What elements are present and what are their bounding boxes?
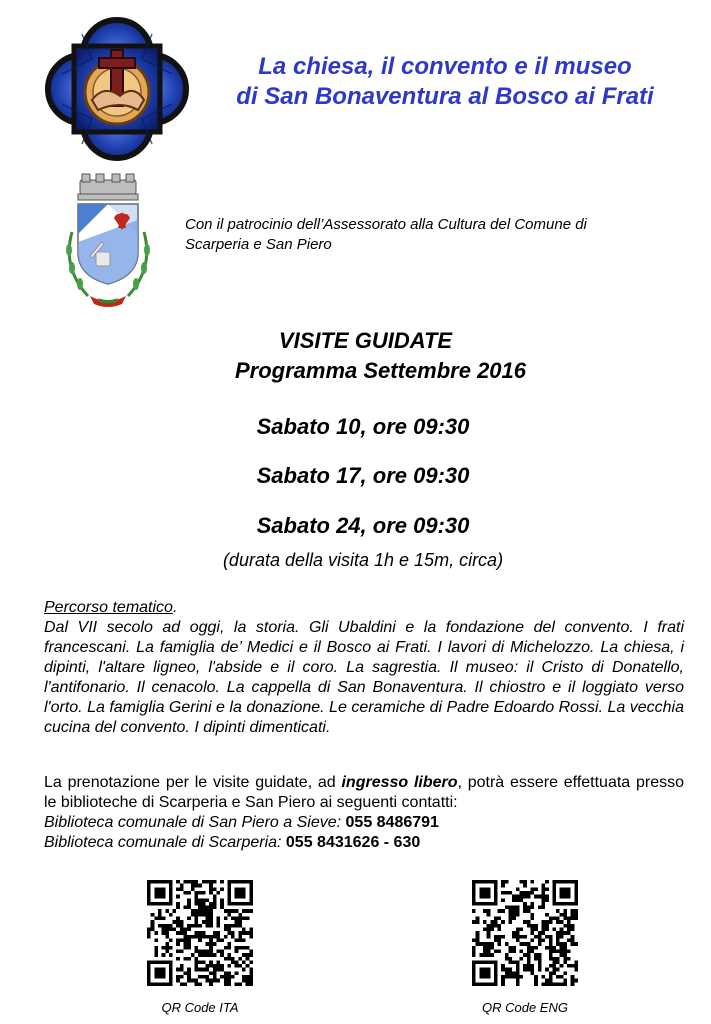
patronage-text (185, 215, 695, 255)
contact-name: Biblioteca comunale di San Piero a Sieve (44, 814, 337, 831)
contact-name: Biblioteca comunale di Scarperia (44, 834, 278, 851)
contact-phone: 055 8486791 (345, 814, 439, 831)
percorso-section (44, 598, 684, 738)
visit-date-1: Sabato 10, ore 09:30 (256, 414, 470, 439)
booking-intro (44, 773, 684, 813)
qr-label-eng: QR Code ENG (482, 1000, 568, 1015)
patronage-line-2: Scarperia e San Piero (185, 236, 332, 253)
qr-code-icon[interactable] (147, 880, 253, 986)
visit-date-3: Sabato 24, ore 09:30 (256, 513, 470, 538)
patronage-line-1: Con il patrocinio dell’Assessorato alla Cultura del Comune di (185, 216, 587, 233)
booking-contact-2: Biblioteca comunale di Scarperia: 055 8431626 - 630 (44, 834, 421, 851)
program-heading (0, 326, 711, 386)
percorso-title: Percorso tematico (44, 599, 173, 616)
booking-text-after: , potrà essere effettuata presso le biblioteche di Scarperia e San Piero ai seguenti contatti: (44, 774, 684, 811)
visit-duration: (durata della visita 1h e 15m, circa) (222, 550, 504, 570)
visit-date-2: Sabato 17, ore 09:30 (256, 463, 470, 488)
contact-phone: 055 8431626 - 630 (285, 834, 421, 851)
booking-text-before: La prenotazione per le visite guidate, ad (44, 774, 342, 791)
stained-glass-franciscan-cross-icon (42, 14, 192, 164)
title-line-1: La chiesa, il convento e il museo (258, 53, 632, 80)
booking-emphasis: ingresso libero (341, 774, 458, 791)
qr-label-ita: QR Code ITA (161, 1000, 239, 1015)
page-title (205, 52, 685, 112)
title-line-2: di San Bonaventura al Bosco ai Frati (236, 83, 654, 110)
municipal-coat-of-arms-icon (58, 172, 158, 312)
qr-code-icon[interactable] (472, 880, 578, 986)
program-subheading: Programma Settembre 2016 (234, 358, 527, 383)
percorso-text: Dal VII secolo ad oggi, la storia. Gli Ubaldini e la fondazione del convento. I frati francescani. La famiglia de’ Medici e il Bosco ai Frati. I lavori di Michelozzo. La chiesa, i dipinti, l'altare ligneo, l'abside e il coro. La sagrestia. Il museo: il Cristo di Donatello, l'antifonario. Il cenacolo. La cappella di San Bonaventura. Il chiostro e il loggiato verso l'orto. La famiglia Gerini e la donazione. Le ceramiche di Padre Edoardo Rossi. La vecchia cucina del convento. I dipinti dimenticati. (44, 619, 684, 736)
booking-contact-1: Biblioteca comunale di San Piero a Sieve: 055 8486791 (44, 814, 439, 831)
visite-guidate-heading: VISITE GUIDATE (278, 328, 453, 353)
percorso-title-suffix: . (172, 599, 178, 616)
booking-section (44, 773, 684, 853)
